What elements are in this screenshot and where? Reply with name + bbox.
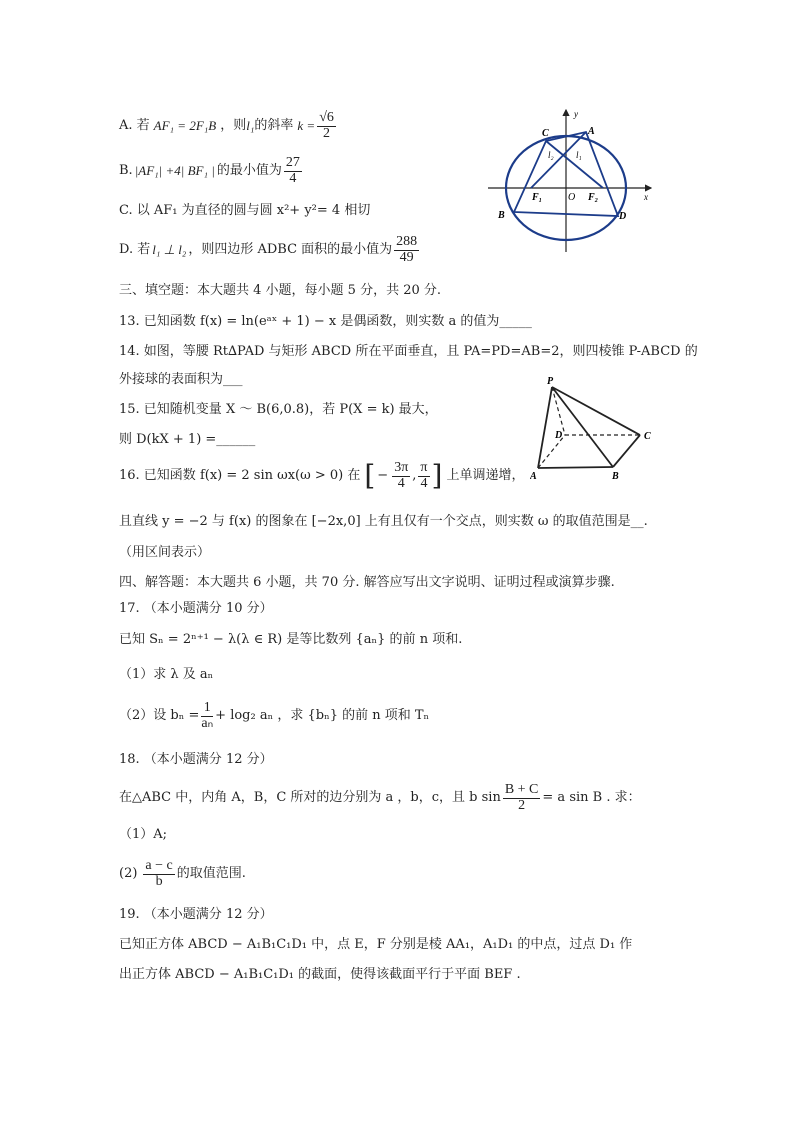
option-c: C. 以 AF₁ 为直径的圆与圆 x²+ y²= 4 相切 (119, 203, 371, 218)
option-b: B. |AF₁| +4| BF₁ | 的最小值为 $\frac{27}{4}$ (119, 154, 300, 186)
question-18-stem: 在△ABC 中，内角 A，B，C 所对的边分别为 a ，b，c，且 b sin $\frac{B + C}{2}$ = a sin B . 求： (119, 781, 641, 813)
question-16-line1: 16. 已知函数 f(x) = 2 sin ωx(ω > 0) 在 [ − $\frac{3\pi}{4}$ , $\frac{\pi}{4}$ ] 上单调递增， (119, 459, 525, 493)
svg-text:x: x (644, 192, 648, 202)
option-a: A. 若 AF₁ = 2F₁B ，则 l₁ 的斜率 k = $\frac{√6}{2}$ (119, 109, 334, 141)
fraction: $\frac{√6}{2}$ (319, 109, 334, 141)
svg-text:B: B (612, 471, 619, 482)
option-d: D. 若 l₁ ⊥ l₂ ，则四边形 ADBC 面积的最小值为 $\frac{288}{49}$ (119, 233, 418, 265)
fraction: $\frac{B + C}{2}$ (504, 781, 539, 813)
svg-text:y: y (574, 109, 578, 119)
question-15-line1: 15. 已知随机变量 X ～ B(6,0.8)，若 P(X = k) 最大， (119, 402, 438, 417)
svg-text:C: C (542, 128, 549, 139)
svg-text:A: A (588, 126, 595, 137)
svg-text:D: D (619, 211, 627, 222)
section-4-heading: 四、解答题：本大题共 6 小题，共 70 分. 解答应写出文字说明、证明过程或演算步骤. (119, 575, 615, 590)
fraction: $\frac{a - c}{b}$ (145, 857, 173, 889)
question-17-stem: 已知 Sₙ = 2ⁿ⁺¹ − λ(λ ∈ R) 是等比数列 {aₙ} 的前 n 项和. (119, 632, 463, 647)
section-3-heading: 三、填空题：本大题共 4 小题，每小题 5 分，共 20 分. (119, 283, 442, 298)
question-19-line1: 已知正方体 ABCD − A₁B₁C₁D₁ 中，点 E，F 分别是棱 AA₁，A₁D₁ 的中点，过点 D₁ 作 (119, 937, 633, 952)
svg-text:O: O (568, 192, 576, 203)
question-19-line2: 出正方体 ABCD − A₁B₁C₁D₁ 的截面，使得该截面平行于平面 BEF . (119, 967, 521, 982)
question-14-line2: 外接球的表面积为___ (119, 372, 243, 387)
svg-text:A: A (530, 471, 537, 482)
question-18-header: 18. （本小题满分 12 分） (119, 752, 273, 767)
svg-text:l₂: l₂ (548, 150, 554, 160)
question-19-header: 19. （本小题满分 12 分） (119, 907, 273, 922)
ellipse-figure (486, 106, 656, 256)
svg-text:D: D (555, 430, 563, 441)
question-13: 13. 已知函数 f(x) = ln(eᵃˣ + 1) − x 是偶函数，则实数 a 的值为_____ (119, 314, 532, 329)
question-17-header: 17. （本小题满分 10 分） (119, 601, 273, 616)
question-17-part2: （2）设 bₙ = $\frac{1}{\text{aₙ}}$ + log₂ aₙ ，求 {bₙ} 的前 n 项和 Tₙ (119, 699, 430, 731)
svg-text:C: C (644, 431, 651, 442)
question-16-line2: 且直线 y = −2 与 f(x) 的图象在 [−2x,0] 上有且仅有一个交点，则实数 ω 的取值范围是__. (119, 514, 648, 529)
svg-text:P: P (547, 376, 554, 387)
fraction: $\frac{3\pi}{4}$ (394, 459, 409, 491)
fraction: $\frac{288}{49}$ (396, 233, 418, 265)
fraction: $\frac{\pi}{4}$ (420, 459, 428, 491)
question-17-part1: （1）求 λ 及 aₙ (119, 667, 214, 682)
question-18-part2: (2) $\frac{a - c}{b}$ 的取值范围. (119, 857, 246, 889)
svg-text:B: B (498, 210, 505, 221)
fraction: $\frac{27}{4}$ (285, 154, 300, 186)
pyramid-figure (530, 375, 660, 485)
fraction: $\frac{1}{\text{aₙ}}$ (201, 699, 214, 731)
question-15-line2: 则 D(kX + 1) =______ (119, 432, 256, 447)
svg-text:F₂: F₂ (588, 192, 599, 203)
svg-text:F₁: F₁ (532, 192, 543, 203)
question-14-line1: 14. 如图，等腰 Rt∆PAD 与矩形 ABCD 所在平面垂直，且 PA=PD=AB=2，则四棱锥 P-ABCD 的 (119, 344, 698, 359)
svg-text:l₁: l₁ (576, 150, 582, 160)
question-18-part1: （1）A; (119, 827, 168, 842)
question-16-line3: （用区间表示） (119, 545, 211, 560)
